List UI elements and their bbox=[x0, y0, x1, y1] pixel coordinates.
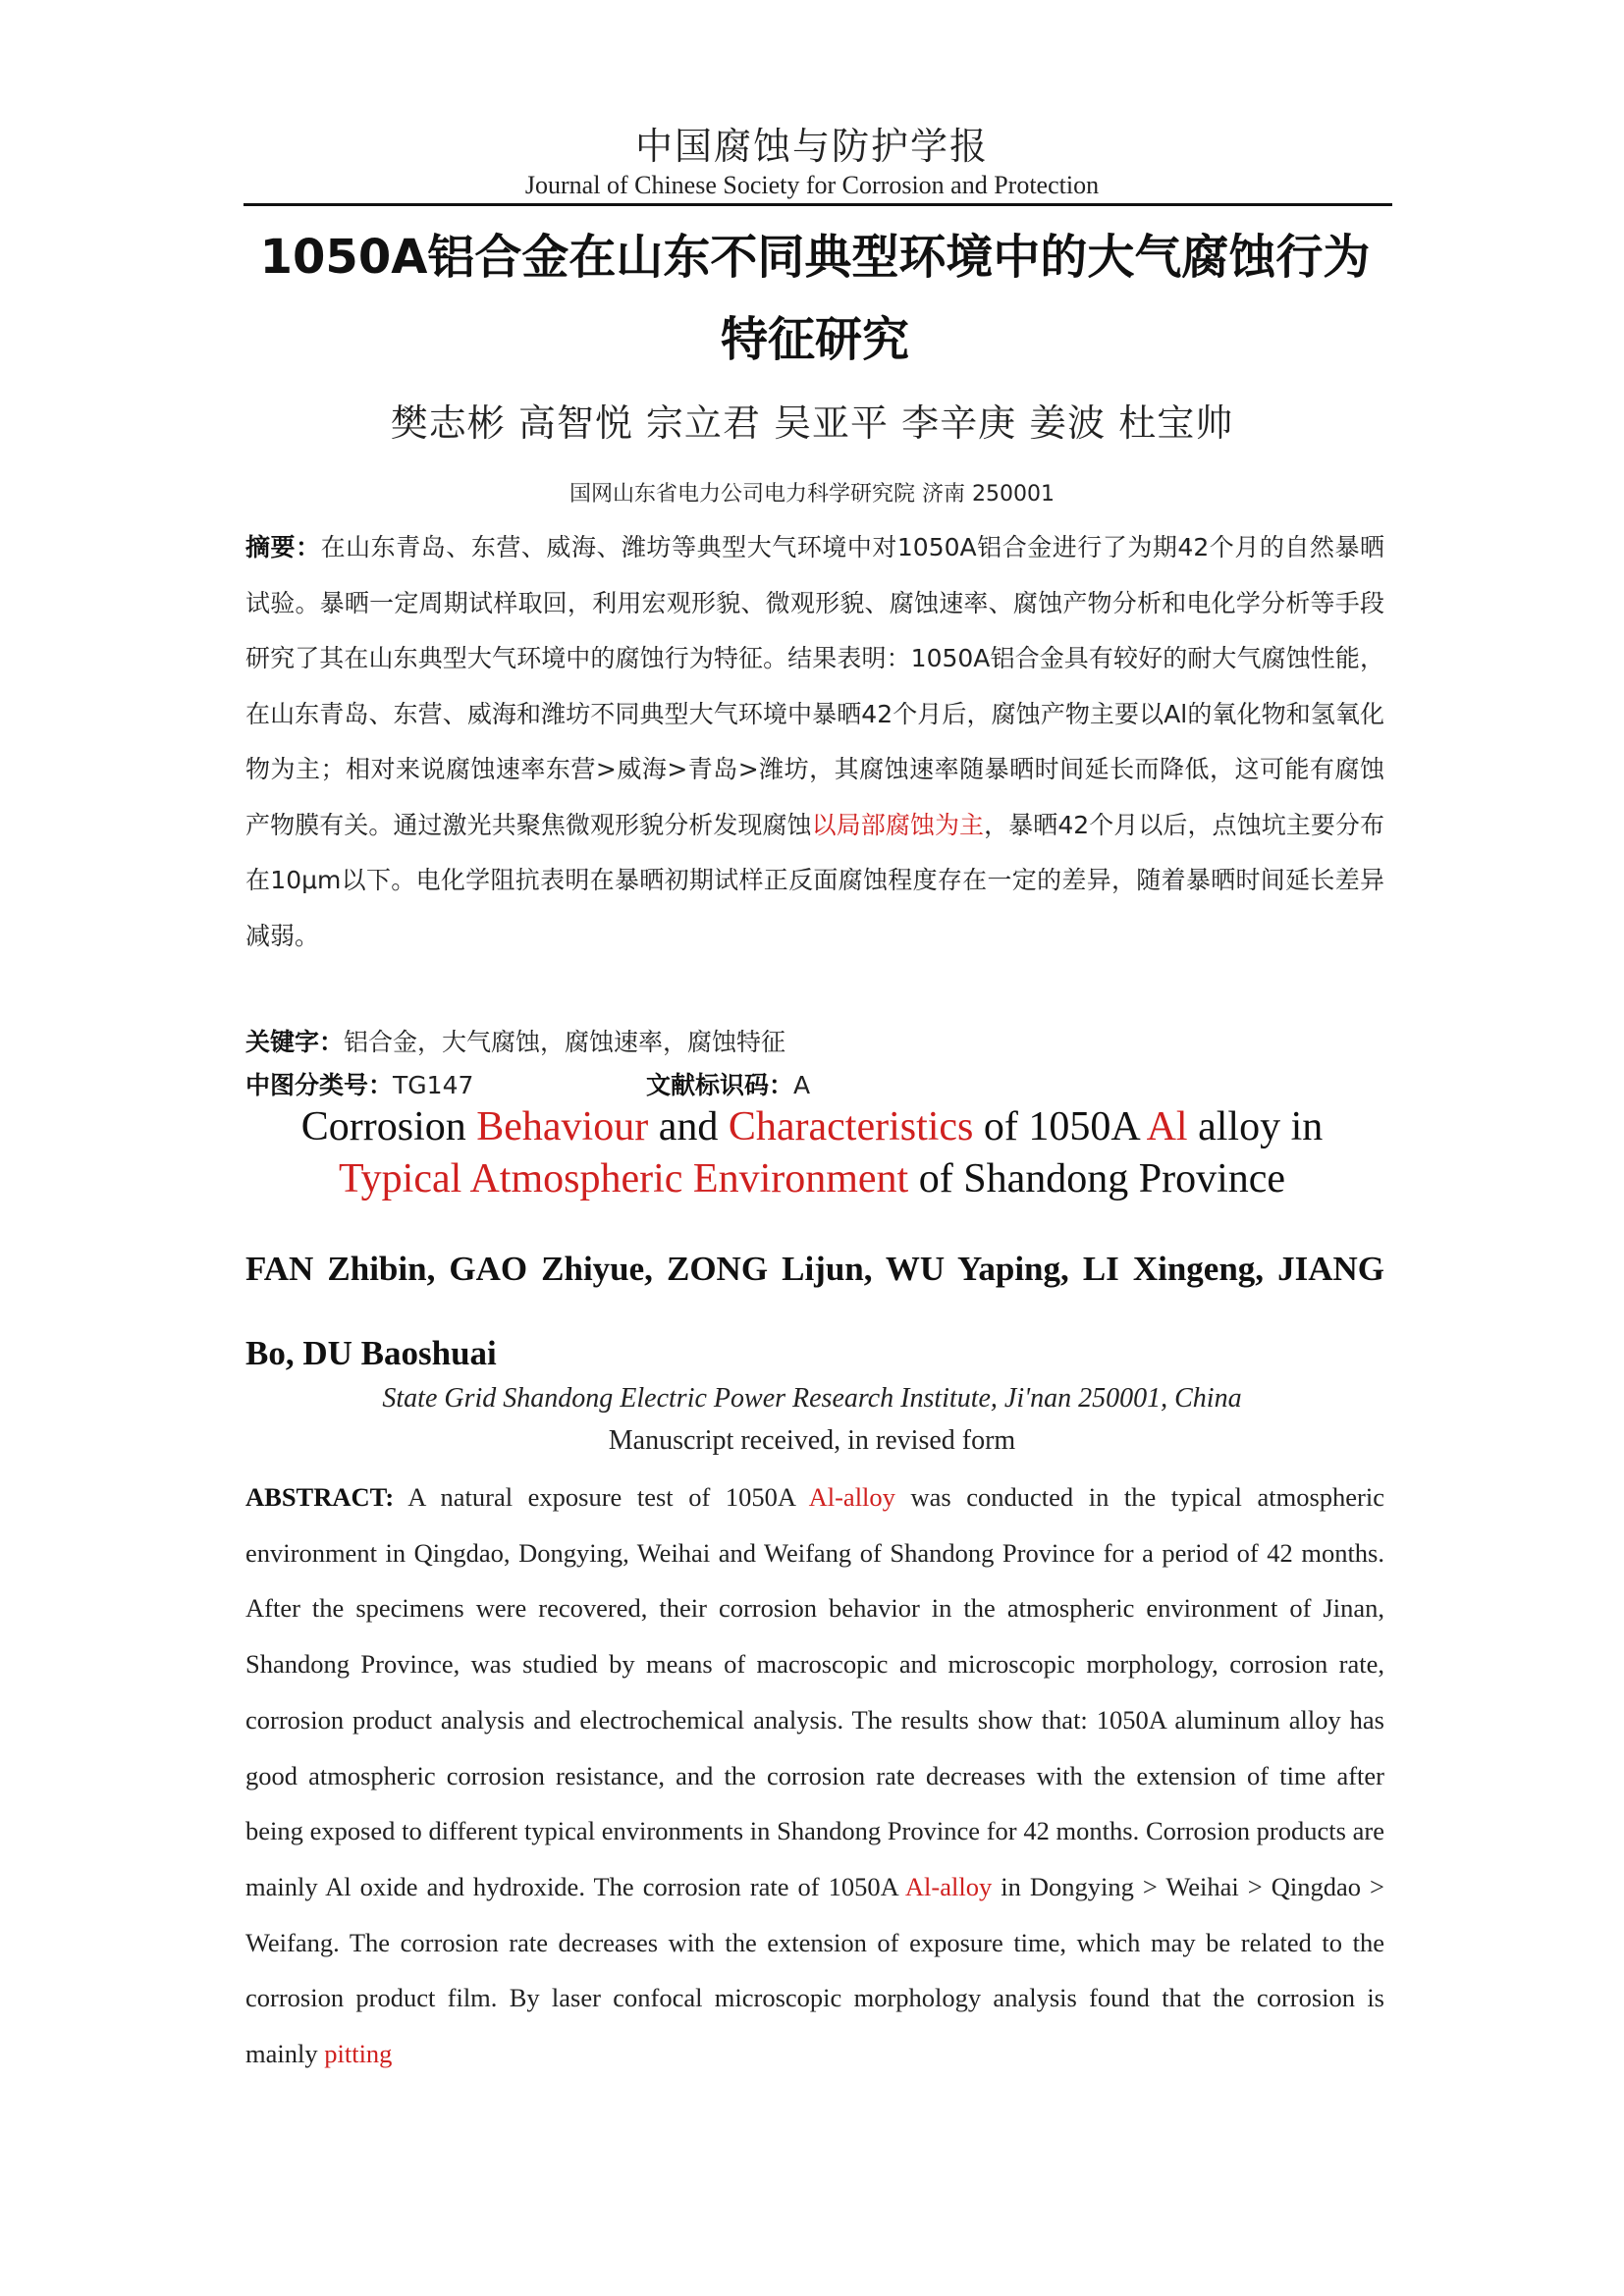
classification-label: 中图分类号： bbox=[245, 1071, 394, 1099]
title-en-part: and bbox=[648, 1104, 729, 1149]
affiliation-cn: 国网山东省电力公司电力科学研究院 济南 250001 bbox=[569, 482, 1055, 507]
paper-title-cn: 1050A铝合金在山东不同典型环境中的大气腐蚀行为特征研究 bbox=[259, 230, 1371, 367]
title-en-highlight: Typical Atmospheric Environment bbox=[338, 1156, 909, 1201]
title-en-part: of Shandong Province bbox=[908, 1156, 1286, 1201]
title-en-highlight: Behaviour bbox=[476, 1104, 649, 1149]
abstract-en-highlight: pitting bbox=[324, 2039, 393, 2069]
journal-title-cn: 中国腐蚀与防护学报 bbox=[634, 125, 989, 168]
document-code-value: A bbox=[793, 1071, 811, 1099]
abstract-en-label: ABSTRACT: bbox=[245, 1482, 395, 1512]
keywords-line bbox=[245, 1023, 1384, 1058]
abstract-cn-highlight: 以局部腐蚀为主 bbox=[811, 810, 985, 839]
keywords-label: 关键字： bbox=[245, 1028, 345, 1056]
classification-line bbox=[245, 1066, 1384, 1101]
abstract-en-highlight: Al-alloy bbox=[904, 1871, 993, 1901]
manuscript-received: Manuscript received, in revised form bbox=[608, 1425, 1016, 1456]
abstract-en-text: A natural exposure test of 1050A bbox=[394, 1482, 809, 1512]
document-code-label: 文献标识码： bbox=[646, 1071, 794, 1099]
title-en-part: of 1050A bbox=[973, 1104, 1147, 1149]
abstract-en-text: was conducted in the typical atmospheric environment in Qingdao, Dongying, Weihai and Weifang of Shandong Province for a period of 42 months. After the specimens were recovered, their corrosion behavior in the atmospheric environment of Jinan, Shandong Province, was studied by means of macroscopic and microscopic morphology, corrosion rate, corrosion product analysis and electrochemical analysis. The results show that: 1050A aluminum alloy has good atmospheric corrosion resistance, and the corrosion rate decreases with the extension of time after being exposed to different typical environments in Shandong Province for 42 months. Corrosion products are mainly Al oxide and hydroxide. The corrosion rate of 1050A bbox=[245, 1482, 1384, 1901]
journal-title-en: Journal of Chinese Society for Corrosion and Protection bbox=[524, 171, 1100, 199]
header-divider bbox=[244, 203, 1392, 206]
abstract-cn-text-end: ，暴晒42个月以后，点蚀坑主要分布在10μm以下。电化学阻抗表明在暴晒初期试样正反面腐蚀程度存在一定的差异，随着暴晒时间延长差异减弱。 bbox=[245, 810, 1384, 950]
title-en-part: Corrosion bbox=[300, 1104, 477, 1149]
affiliation-en: State Grid Shandong Electric Power Research Institute, Ji'nan 250001, China bbox=[382, 1383, 1242, 1414]
title-en-highlight: Al bbox=[1146, 1104, 1188, 1149]
abstract-en bbox=[245, 1469, 1384, 2082]
authors-en: FAN Zhibin, GAO Zhiyue, ZONG Lijun, WU Yaping, LI Xingeng, JIANG Bo, DU Baoshuai bbox=[245, 1250, 1384, 1372]
abstract-en-text: in Dongying > Weihai > Qingdao > Weifang. The corrosion rate decreases with the extension of exposure time, which may be related to the corrosion product film. By laser confocal microscopic morphology analysis found that the corrosion is mainly bbox=[245, 1871, 1385, 2069]
keywords-text: 铝合金，大气腐蚀，腐蚀速率，腐蚀特征 bbox=[344, 1028, 786, 1056]
document-code bbox=[646, 1066, 810, 1101]
title-en-highlight: Characteristics bbox=[728, 1104, 974, 1149]
classification-value: TG147 bbox=[393, 1071, 474, 1099]
abstract-cn-text: 在山东青岛、东营、威海、潍坊等典型大气环境中对1050A铝合金进行了为期42个月的自然暴晒试验。暴晒一定周期试样取回，利用宏观形貌、微观形貌、腐蚀速率、腐蚀产物分析和电化学分析等手段研究了其在山东典型大气环境中的腐蚀行为特征。结果表明：1050A铝合金具有较好的耐大气腐蚀性能，在山东青岛、东营、威海和潍坊不同典型大气环境中暴晒42个月后，腐蚀产物主要以Al的氧化物和氢氧化物为主；相对来说腐蚀速率东营>威海>青岛>潍坊，其腐蚀速率随暴晒时间延长而降低，这可能有腐蚀产物膜有关。通过激光共聚焦微观形貌分析发现腐蚀 bbox=[245, 533, 1384, 839]
paper-title-en bbox=[196, 1101, 1428, 1205]
abstract-cn bbox=[245, 520, 1384, 964]
title-en-part: alloy in bbox=[1187, 1104, 1324, 1149]
abstract-cn-label: 摘要： bbox=[245, 533, 321, 561]
abstract-en-highlight: Al-alloy bbox=[808, 1482, 895, 1512]
authors-cn: 樊志彬 高智悦 宗立君 吴亚平 李辛庚 姜波 杜宝帅 bbox=[390, 401, 1234, 445]
